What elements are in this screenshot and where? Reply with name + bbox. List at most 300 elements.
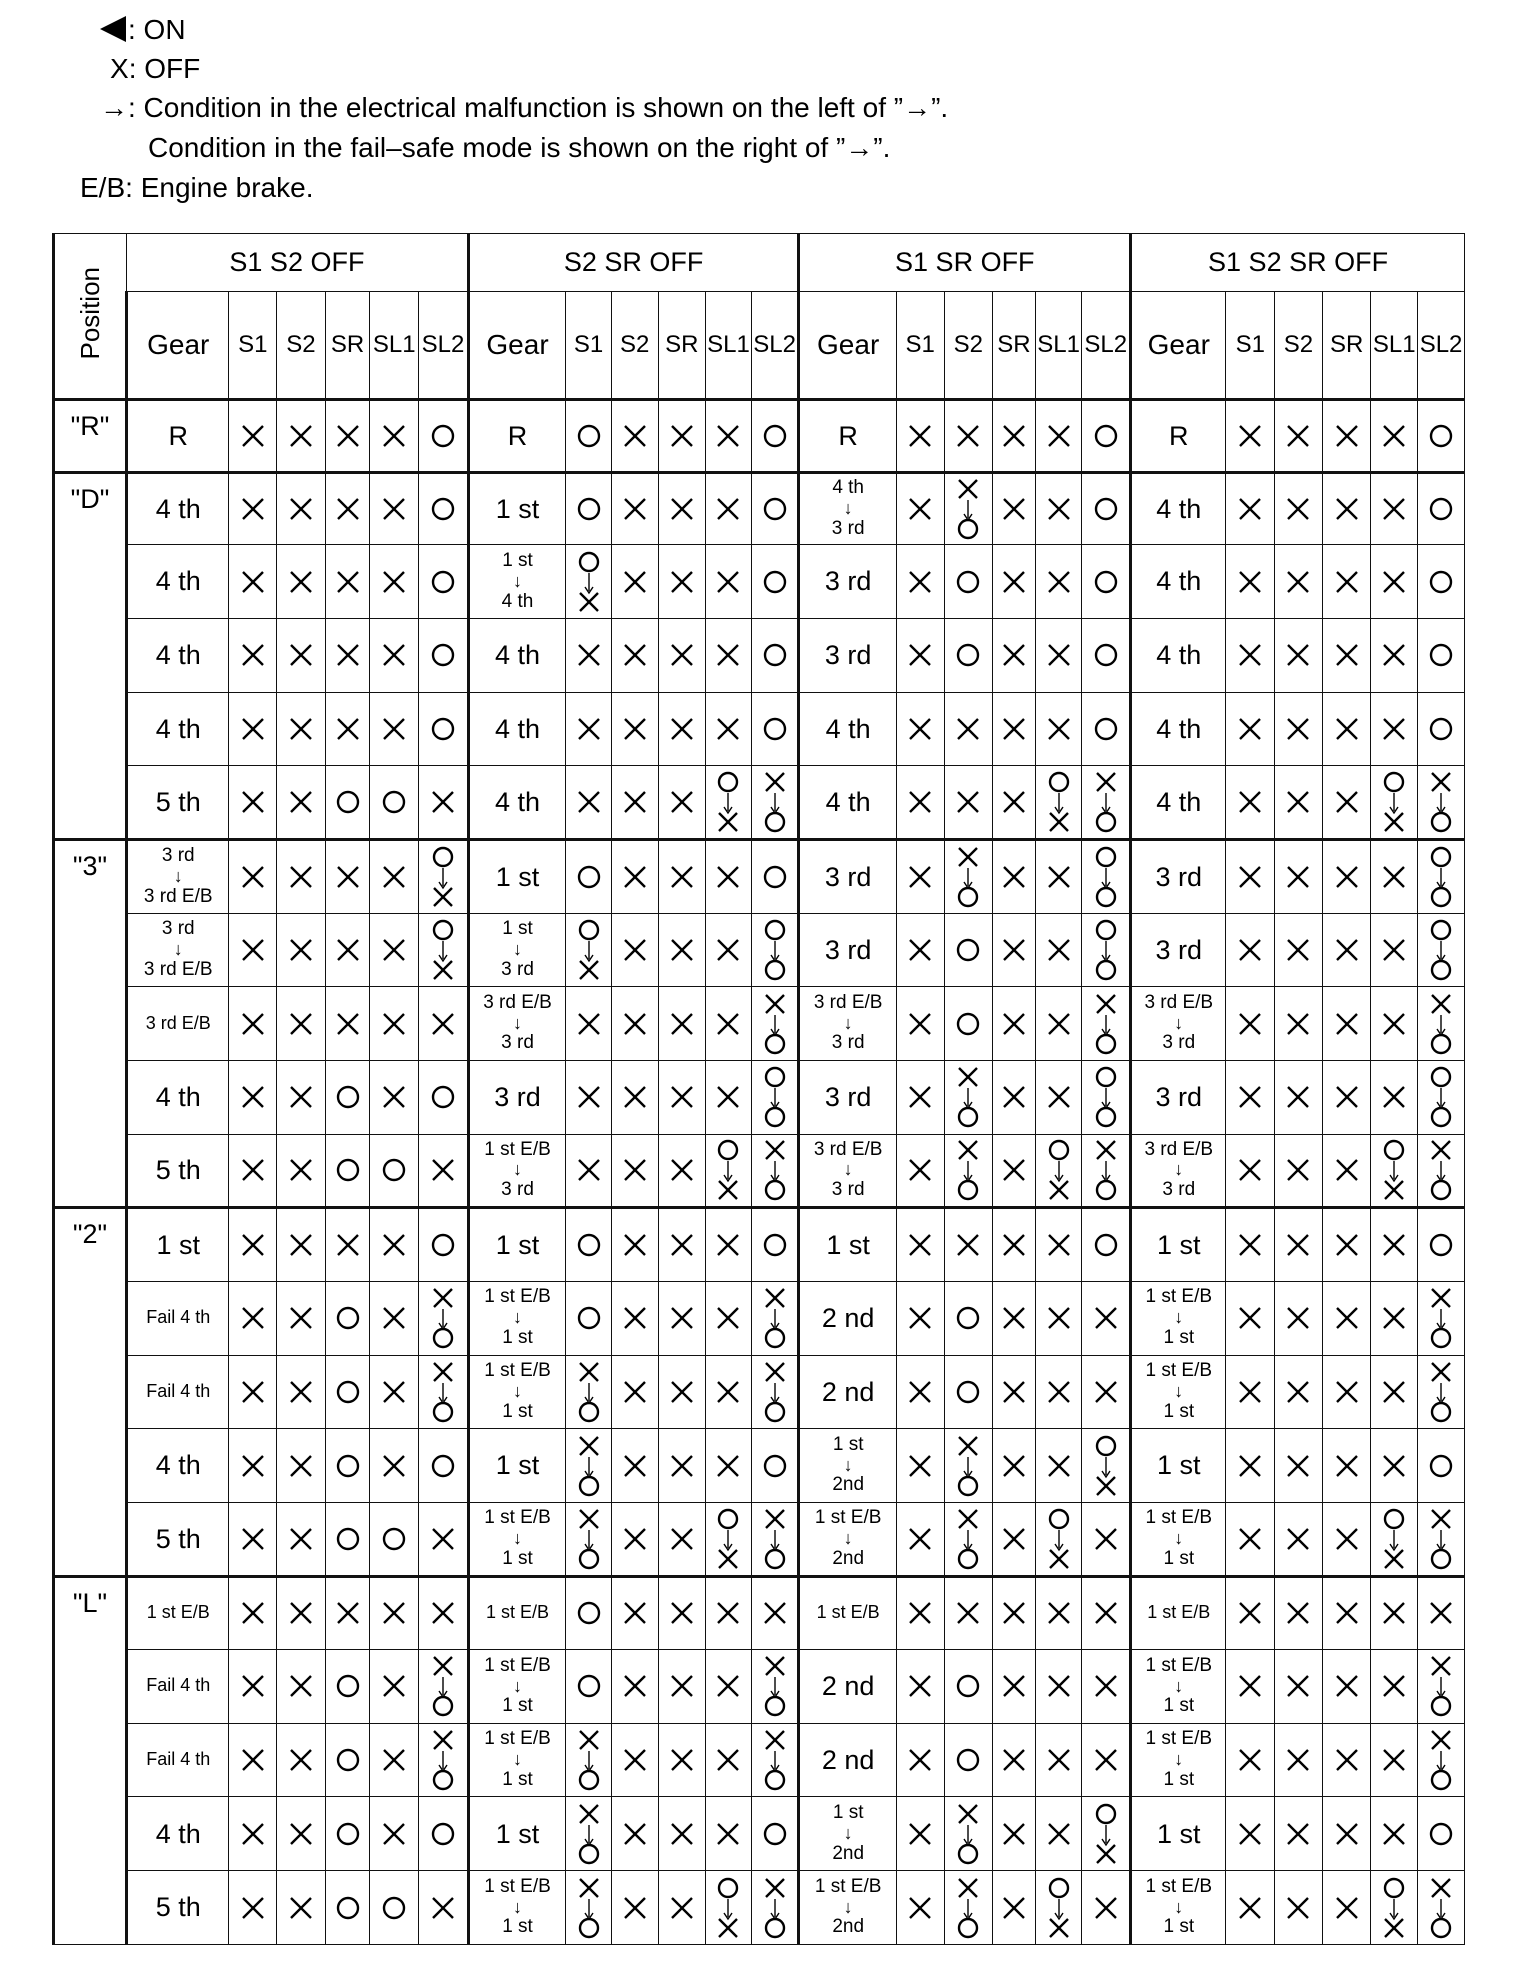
off-mark-icon bbox=[906, 863, 934, 891]
off-mark-icon bbox=[380, 422, 408, 450]
gear-label: 1 st E/B bbox=[1147, 1602, 1211, 1623]
gear-cell bbox=[127, 1429, 229, 1503]
off-mark-icon bbox=[239, 715, 267, 743]
off-mark-icon bbox=[1284, 1452, 1312, 1480]
solenoid-state-cell bbox=[325, 472, 370, 545]
on-mark-icon bbox=[429, 568, 457, 596]
solenoid-state-cell bbox=[1035, 472, 1082, 545]
solenoid-state-cell bbox=[751, 472, 799, 545]
solenoid-state-cell bbox=[611, 987, 658, 1061]
off-mark-icon bbox=[287, 422, 315, 450]
off-mark-icon bbox=[287, 1746, 315, 1774]
off-mark-icon bbox=[954, 788, 982, 816]
gear-transition bbox=[800, 1435, 895, 1497]
transition-mark-icon bbox=[1429, 1287, 1453, 1349]
off-mark-icon bbox=[1000, 1010, 1028, 1038]
gear-transition bbox=[1132, 993, 1225, 1055]
solenoid-state-cell bbox=[944, 1576, 993, 1650]
transition-mark-icon bbox=[1047, 771, 1071, 833]
solenoid-state-cell bbox=[566, 545, 612, 619]
gear-after: 1 st bbox=[502, 1695, 533, 1717]
gear-cell bbox=[468, 1134, 565, 1208]
off-mark-icon bbox=[1333, 1672, 1361, 1700]
solenoid-state-cell bbox=[370, 987, 419, 1061]
off-mark-icon bbox=[239, 495, 267, 523]
off-mark-icon bbox=[668, 1156, 696, 1184]
gear-before: 1 st E/B bbox=[814, 1875, 882, 1897]
gear-before: 1 st E/B bbox=[1145, 1654, 1213, 1676]
off-mark-icon bbox=[1236, 1746, 1264, 1774]
transition-mark-icon bbox=[763, 919, 787, 981]
on-mark-icon bbox=[954, 936, 982, 964]
solenoid-state-cell bbox=[566, 618, 612, 692]
solenoid-state-cell bbox=[1035, 766, 1082, 840]
column-header: SL1 bbox=[1035, 292, 1082, 400]
table-row bbox=[54, 1429, 1465, 1503]
solenoid-state-cell bbox=[751, 1502, 799, 1576]
solenoid-state-cell bbox=[751, 1281, 799, 1355]
off-mark-icon bbox=[1284, 1894, 1312, 1922]
solenoid-state-cell bbox=[566, 987, 612, 1061]
solenoid-state-cell bbox=[751, 618, 799, 692]
gear-label: R bbox=[838, 420, 858, 451]
solenoid-state-cell bbox=[370, 1650, 419, 1724]
solenoid-state-cell bbox=[611, 1797, 658, 1871]
off-mark-icon bbox=[380, 1820, 408, 1848]
gear-cell bbox=[127, 1576, 229, 1650]
gear-cell bbox=[1131, 692, 1226, 766]
solenoid-state-cell bbox=[419, 618, 469, 692]
solenoid-state-cell bbox=[896, 839, 944, 913]
off-mark-icon bbox=[1284, 1010, 1312, 1038]
off-mark-icon bbox=[380, 936, 408, 964]
group-header: S2 SR OFF bbox=[468, 234, 799, 292]
solenoid-state-cell bbox=[1082, 1060, 1131, 1134]
off-mark-icon bbox=[239, 1452, 267, 1480]
off-mark-icon bbox=[287, 1820, 315, 1848]
off-mark-icon bbox=[239, 863, 267, 891]
solenoid-state-cell bbox=[1322, 472, 1371, 545]
gear-cell bbox=[1131, 766, 1226, 840]
off-mark-icon bbox=[334, 1010, 362, 1038]
off-mark-icon bbox=[714, 568, 742, 596]
off-mark-icon bbox=[575, 1083, 603, 1111]
column-header: SR bbox=[993, 292, 1036, 400]
solenoid-state-cell bbox=[370, 472, 419, 545]
gear-label: 1 st E/B bbox=[816, 1602, 880, 1623]
solenoid-state-cell bbox=[993, 1502, 1036, 1576]
solenoid-state-cell bbox=[1226, 1429, 1275, 1503]
column-header: S2 bbox=[944, 292, 993, 400]
gear-cell bbox=[1131, 1797, 1226, 1871]
off-mark-icon bbox=[1380, 715, 1408, 743]
solenoid-state-cell bbox=[1226, 692, 1275, 766]
transition-mark-icon bbox=[1094, 1435, 1118, 1497]
off-mark-icon bbox=[380, 863, 408, 891]
solenoid-state-cell bbox=[229, 1060, 277, 1134]
gear-cell bbox=[799, 1281, 896, 1355]
table-row bbox=[54, 1576, 1465, 1650]
gear-label: 2 nd bbox=[821, 1671, 875, 1702]
solenoid-state-cell bbox=[325, 1060, 370, 1134]
solenoid-state-cell bbox=[1082, 766, 1131, 840]
off-mark-icon bbox=[1092, 1746, 1120, 1774]
gear-after: 3 rd bbox=[501, 1032, 534, 1054]
off-mark-icon bbox=[1000, 788, 1028, 816]
off-mark-icon bbox=[621, 1452, 649, 1480]
solenoid-state-cell bbox=[658, 1650, 706, 1724]
column-header: S2 bbox=[1275, 292, 1323, 400]
gear-cell bbox=[799, 766, 896, 840]
solenoid-state-cell bbox=[658, 1502, 706, 1576]
column-header: SL1 bbox=[1371, 292, 1418, 400]
transition-mark-icon bbox=[763, 1287, 787, 1349]
solenoid-state-cell bbox=[566, 400, 612, 473]
down-arrow-icon: ↓ bbox=[513, 1749, 523, 1770]
solenoid-state-cell bbox=[1275, 1502, 1323, 1576]
solenoid-state-cell bbox=[1371, 1576, 1418, 1650]
off-mark-icon bbox=[334, 495, 362, 523]
solenoid-state-cell bbox=[229, 400, 277, 473]
solenoid-state-cell bbox=[1275, 1650, 1323, 1724]
solenoid-state-cell bbox=[1322, 692, 1371, 766]
gear-label: 4 th bbox=[155, 493, 201, 524]
gear-cell bbox=[1131, 987, 1226, 1061]
down-arrow-icon: ↓ bbox=[843, 1527, 853, 1548]
solenoid-state-cell bbox=[1371, 1355, 1418, 1429]
solenoid-state-cell bbox=[277, 1281, 326, 1355]
gear-before: 4 th bbox=[832, 477, 865, 499]
gear-cell bbox=[799, 1871, 896, 1945]
gear-label: 2 nd bbox=[821, 1744, 875, 1775]
gear-cell bbox=[468, 1502, 565, 1576]
gear-transition bbox=[1132, 1140, 1225, 1202]
transition-mark-icon bbox=[763, 771, 787, 833]
solenoid-state-cell bbox=[419, 766, 469, 840]
off-mark-icon bbox=[1045, 568, 1073, 596]
solenoid-state-cell bbox=[1418, 1281, 1465, 1355]
solenoid-state-cell bbox=[419, 1576, 469, 1650]
off-mark-icon bbox=[668, 1672, 696, 1700]
position-header: Position bbox=[74, 267, 105, 360]
off-mark-icon bbox=[1380, 495, 1408, 523]
solenoid-state-cell bbox=[611, 1502, 658, 1576]
solenoid-state-cell bbox=[370, 1429, 419, 1503]
solenoid-state-cell bbox=[277, 1060, 326, 1134]
gear-transition bbox=[470, 1140, 565, 1202]
gear-label: 5 th bbox=[155, 786, 201, 817]
gear-transition bbox=[470, 1287, 565, 1349]
solenoid-state-cell bbox=[1371, 618, 1418, 692]
on-mark-icon bbox=[334, 1304, 362, 1332]
off-mark-icon bbox=[668, 715, 696, 743]
solenoid-state-cell bbox=[944, 1797, 993, 1871]
gear-label: 3 rd bbox=[824, 566, 872, 597]
on-mark-icon bbox=[429, 641, 457, 669]
solenoid-state-cell bbox=[993, 1281, 1036, 1355]
off-mark-icon bbox=[668, 1452, 696, 1480]
solenoid-state-cell bbox=[1082, 987, 1131, 1061]
gear-cell bbox=[799, 1723, 896, 1797]
transition-mark-icon bbox=[1429, 1139, 1453, 1201]
gear-transition bbox=[800, 1508, 895, 1570]
solenoid-state-cell bbox=[706, 618, 752, 692]
on-mark-icon bbox=[1427, 1820, 1455, 1848]
solenoid-state-cell bbox=[1275, 987, 1323, 1061]
solenoid-state-cell bbox=[1322, 1355, 1371, 1429]
off-mark-icon bbox=[334, 863, 362, 891]
gear-label: 2 nd bbox=[821, 1303, 875, 1334]
solenoid-state-cell bbox=[1418, 1134, 1465, 1208]
gear-cell bbox=[127, 1797, 229, 1871]
solenoid-state-cell bbox=[1418, 1429, 1465, 1503]
off-mark-icon bbox=[239, 1010, 267, 1038]
transition-mark-icon bbox=[716, 1508, 740, 1570]
solenoid-state-cell bbox=[751, 987, 799, 1061]
off-mark-icon bbox=[1236, 422, 1264, 450]
transition-mark-icon bbox=[1047, 1877, 1071, 1939]
off-mark-icon bbox=[1333, 1304, 1361, 1332]
on-mark-icon bbox=[1092, 568, 1120, 596]
solenoid-state-cell bbox=[419, 1429, 469, 1503]
transition-mark-icon bbox=[1047, 1139, 1071, 1201]
off-mark-icon bbox=[1284, 1378, 1312, 1406]
gear-cell bbox=[1131, 1723, 1226, 1797]
gear-transition bbox=[470, 1877, 565, 1939]
solenoid-state-cell bbox=[419, 1060, 469, 1134]
solenoid-state-cell bbox=[944, 472, 993, 545]
solenoid-state-cell bbox=[896, 1723, 944, 1797]
solenoid-state-cell bbox=[658, 1134, 706, 1208]
on-mark-icon bbox=[429, 1452, 457, 1480]
off-mark-icon bbox=[334, 1599, 362, 1627]
on-mark-icon bbox=[954, 568, 982, 596]
gear-transition bbox=[800, 1140, 895, 1202]
gear-before: 1 st bbox=[502, 918, 533, 940]
off-mark-icon bbox=[287, 1231, 315, 1259]
solenoid-state-cell bbox=[993, 692, 1036, 766]
column-header: SL1 bbox=[370, 292, 419, 400]
off-mark-icon bbox=[1284, 1525, 1312, 1553]
gear-cell bbox=[1131, 618, 1226, 692]
solenoid-state-cell bbox=[944, 692, 993, 766]
off-mark-icon bbox=[1000, 1452, 1028, 1480]
transition-mark-icon bbox=[1382, 1877, 1406, 1939]
on-mark-icon bbox=[575, 495, 603, 523]
table-header bbox=[54, 234, 1465, 400]
off-mark-icon bbox=[1000, 495, 1028, 523]
transition-mark-icon bbox=[1047, 1508, 1071, 1570]
on-mark-icon bbox=[334, 1083, 362, 1111]
gear-cell bbox=[1131, 400, 1226, 473]
solenoid-state-cell bbox=[1035, 913, 1082, 987]
transition-mark-icon bbox=[577, 1508, 601, 1570]
solenoid-state-cell bbox=[325, 839, 370, 913]
solenoid-state-cell bbox=[658, 766, 706, 840]
solenoid-state-cell bbox=[1275, 1060, 1323, 1134]
gear-label: 4 th bbox=[155, 713, 201, 744]
off-mark-icon bbox=[1236, 641, 1264, 669]
position-cell: "2" bbox=[54, 1208, 127, 1576]
off-mark-icon bbox=[287, 715, 315, 743]
solenoid-state-cell bbox=[566, 1650, 612, 1724]
off-mark-icon bbox=[1284, 495, 1312, 523]
gear-before: 1 st bbox=[832, 1802, 864, 1823]
off-mark-icon bbox=[1236, 1231, 1264, 1259]
solenoid-state-cell bbox=[1371, 1429, 1418, 1503]
off-mark-icon bbox=[668, 1525, 696, 1553]
off-mark-icon bbox=[334, 1231, 362, 1259]
off-mark-icon bbox=[906, 641, 934, 669]
gear-after: 1 st bbox=[502, 1400, 533, 1422]
off-mark-icon bbox=[287, 1378, 315, 1406]
solenoid-state-cell bbox=[706, 545, 752, 619]
off-mark-icon bbox=[1000, 1599, 1028, 1627]
solenoid-state-cell bbox=[1418, 1871, 1465, 1945]
off-mark-icon bbox=[1000, 422, 1028, 450]
off-mark-icon bbox=[1380, 1599, 1408, 1627]
solenoid-state-cell bbox=[658, 618, 706, 692]
solenoid-state-cell bbox=[229, 1871, 277, 1945]
gear-cell bbox=[1131, 1650, 1226, 1724]
transition-mark-icon bbox=[577, 1803, 601, 1865]
off-mark-icon bbox=[380, 1672, 408, 1700]
gear-after: 1 st bbox=[1163, 1327, 1195, 1349]
solenoid-state-cell bbox=[277, 839, 326, 913]
gear-cell bbox=[799, 1355, 896, 1429]
solenoid-state-cell bbox=[370, 1576, 419, 1650]
gear-before: 1 st E/B bbox=[484, 1360, 551, 1382]
off-mark-icon bbox=[1333, 1378, 1361, 1406]
group-header: S1 SR OFF bbox=[799, 234, 1131, 292]
solenoid-state-cell bbox=[1322, 545, 1371, 619]
off-mark-icon bbox=[906, 422, 934, 450]
on-mark-icon bbox=[1427, 1231, 1455, 1259]
off-mark-icon bbox=[239, 1525, 267, 1553]
transition-mark-icon bbox=[431, 1655, 455, 1717]
solenoid-state-cell bbox=[325, 987, 370, 1061]
gear-label: 3 rd bbox=[824, 640, 872, 671]
gear-before: 3 rd E/B bbox=[483, 991, 552, 1013]
off-mark-icon bbox=[668, 641, 696, 669]
off-mark-icon bbox=[287, 863, 315, 891]
off-mark-icon bbox=[668, 1746, 696, 1774]
solenoid-state-cell bbox=[1275, 545, 1323, 619]
gear-transition bbox=[470, 1729, 565, 1791]
off-mark-icon bbox=[287, 1156, 315, 1184]
gear-cell bbox=[127, 987, 229, 1061]
gear-cell bbox=[468, 1723, 565, 1797]
off-mark-icon bbox=[1333, 1010, 1361, 1038]
column-header: SR bbox=[658, 292, 706, 400]
off-mark-icon bbox=[668, 1599, 696, 1627]
on-mark-icon bbox=[761, 422, 789, 450]
off-mark-icon bbox=[1045, 1083, 1073, 1111]
solenoid-state-cell bbox=[1226, 545, 1275, 619]
solenoid-state-cell bbox=[1418, 1650, 1465, 1724]
solenoid-state-cell bbox=[370, 913, 419, 987]
table-row bbox=[54, 692, 1465, 766]
solenoid-state-cell bbox=[1082, 1429, 1131, 1503]
gear-label: 5 th bbox=[155, 1155, 201, 1186]
solenoid-state-cell bbox=[993, 472, 1036, 545]
off-mark-icon bbox=[1000, 863, 1028, 891]
gear-label: 5 th bbox=[155, 1523, 201, 1554]
column-header-row bbox=[54, 292, 1465, 400]
off-mark-icon bbox=[761, 1599, 789, 1627]
on-mark-icon bbox=[575, 1672, 603, 1700]
column-header: SL2 bbox=[1082, 292, 1131, 400]
solenoid-state-cell bbox=[993, 1797, 1036, 1871]
solenoid-state-cell bbox=[277, 692, 326, 766]
off-mark-icon bbox=[1333, 1083, 1361, 1111]
off-mark-icon bbox=[906, 1599, 934, 1627]
on-mark-icon bbox=[1092, 1231, 1120, 1259]
solenoid-state-cell bbox=[1226, 987, 1275, 1061]
gear-cell bbox=[1131, 913, 1226, 987]
off-mark-icon bbox=[906, 1378, 934, 1406]
off-mark-icon bbox=[1284, 788, 1312, 816]
solenoid-state-cell bbox=[1418, 1797, 1465, 1871]
solenoid-state-cell bbox=[1226, 618, 1275, 692]
solenoid-state-cell bbox=[566, 1797, 612, 1871]
gear-label: 3 rd bbox=[824, 861, 872, 892]
solenoid-state-cell bbox=[658, 1723, 706, 1797]
solenoid-state-cell bbox=[993, 1871, 1036, 1945]
solenoid-state-cell bbox=[1035, 1208, 1082, 1282]
solenoid-state-cell bbox=[370, 1281, 419, 1355]
solenoid-state-cell bbox=[370, 766, 419, 840]
solenoid-state-cell bbox=[751, 839, 799, 913]
solenoid-state-cell bbox=[944, 1208, 993, 1282]
off-mark-icon bbox=[334, 715, 362, 743]
off-mark-icon bbox=[714, 1820, 742, 1848]
solenoid-state-cell bbox=[1418, 766, 1465, 840]
gear-cell bbox=[127, 1208, 229, 1282]
transition-mark-icon bbox=[577, 919, 601, 981]
off-mark-icon bbox=[906, 568, 934, 596]
on-mark-icon bbox=[429, 1083, 457, 1111]
off-mark-icon bbox=[1045, 1672, 1073, 1700]
off-mark-icon bbox=[1284, 1156, 1312, 1184]
transition-mark-icon bbox=[431, 846, 455, 908]
off-mark-icon bbox=[668, 863, 696, 891]
down-arrow-icon: ↓ bbox=[843, 1822, 853, 1843]
gear-transition bbox=[470, 1361, 565, 1423]
transition-mark-icon bbox=[1094, 846, 1118, 908]
solenoid-state-cell bbox=[1226, 1723, 1275, 1797]
off-mark-icon bbox=[1000, 641, 1028, 669]
gear-label: 5 th bbox=[155, 1892, 201, 1923]
gear-cell bbox=[1131, 1429, 1226, 1503]
off-mark-icon bbox=[380, 1231, 408, 1259]
off-mark-icon bbox=[1333, 641, 1361, 669]
transition-mark-icon bbox=[716, 771, 740, 833]
solenoid-state-cell bbox=[566, 1723, 612, 1797]
solenoid-state-cell bbox=[1226, 1208, 1275, 1282]
transition-mark-icon bbox=[1429, 1361, 1453, 1423]
gear-label: 1 st bbox=[495, 493, 540, 524]
solenoid-state-cell bbox=[896, 400, 944, 473]
column-header: Gear bbox=[1131, 292, 1226, 400]
legend-arrow-line2: Condition in the fail–safe mode is shown on the right of ”→”. bbox=[148, 132, 891, 163]
solenoid-state-cell bbox=[611, 1281, 658, 1355]
off-mark-icon bbox=[621, 1672, 649, 1700]
on-mark-icon bbox=[1427, 568, 1455, 596]
solenoid-state-cell bbox=[896, 1871, 944, 1945]
gear-label: 3 rd bbox=[824, 1082, 872, 1113]
solenoid-state-cell bbox=[611, 1429, 658, 1503]
